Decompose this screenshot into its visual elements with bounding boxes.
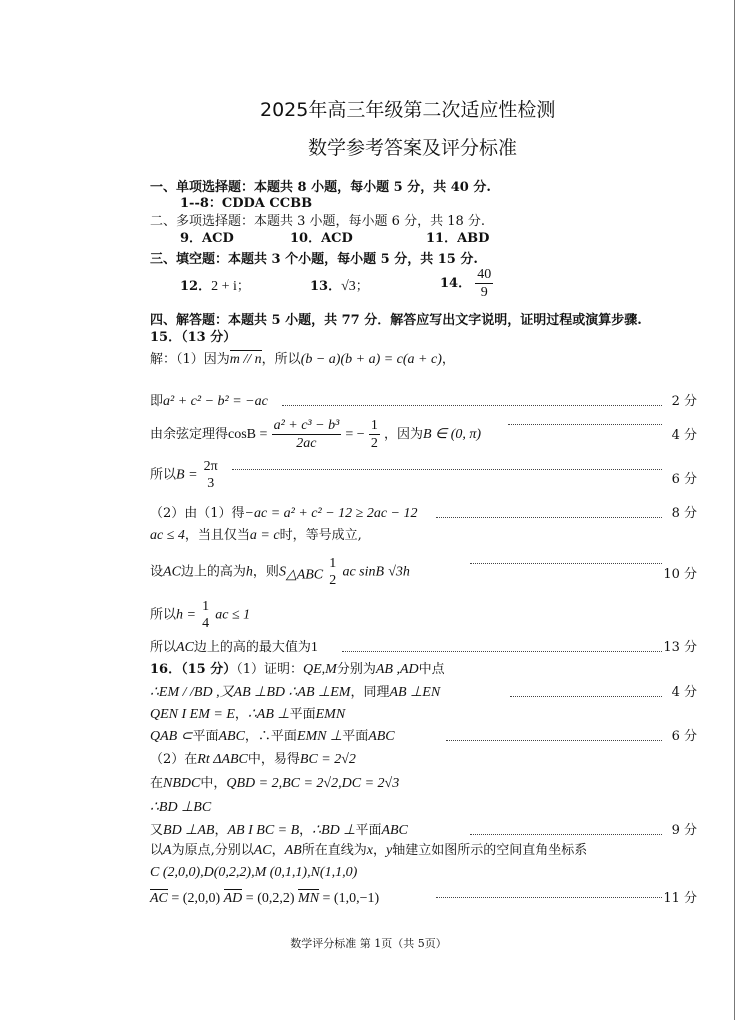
q15-line-7 bbox=[150, 555, 410, 589]
q16-l6-text: 在 bbox=[150, 776, 164, 791]
answer-13-value: √3 bbox=[341, 279, 356, 294]
q16-l8-intersection: AB I BC = B bbox=[227, 823, 300, 838]
q16-l11-mn-value: = (1,0,−1) bbox=[319, 891, 380, 906]
q15-l5-score: 8 分 bbox=[671, 506, 697, 521]
q15-l7-root3h: √3h bbox=[388, 564, 410, 580]
q16-l4-leader bbox=[446, 740, 662, 741]
q15-l3-half bbox=[369, 417, 380, 452]
q15-line-9 bbox=[150, 640, 318, 656]
q16-l4-plane2: ABC bbox=[368, 729, 395, 744]
q15-l8-h: h = bbox=[176, 607, 196, 623]
q15-l3-half-num: 1 bbox=[370, 418, 378, 433]
q15-l8-quarter-num: 1 bbox=[202, 599, 210, 614]
q15-l1-comma: ， bbox=[441, 352, 455, 367]
q16-l6-text2: 中， bbox=[200, 776, 227, 791]
q16-l4-perp: EMN ⊥ bbox=[296, 729, 343, 744]
q15-line-6 bbox=[150, 528, 362, 544]
q15-l9-leader bbox=[342, 651, 662, 652]
q16-l3-text: 平面 bbox=[289, 707, 316, 722]
q16-l5-text2: 中，易得 bbox=[247, 752, 300, 767]
q16-l3-plane: EMN bbox=[315, 707, 346, 722]
q16-l3-perp: ∴AB ⊥ bbox=[247, 707, 290, 722]
q15-l9-value: 1 bbox=[310, 640, 318, 655]
q15-l2-equation: a² + c² − b² = −ac bbox=[163, 394, 268, 409]
q15-l2-text: 即 bbox=[150, 394, 164, 409]
q15-l8-bound: ac ≤ 1 bbox=[215, 607, 251, 623]
answer-13-sep: ； bbox=[355, 279, 369, 294]
section-1-answers: 1--8：CDDA CCBB bbox=[180, 196, 313, 211]
q15-l4-text: 所以 bbox=[150, 467, 177, 483]
q16-l8-score: 9 分 bbox=[671, 823, 697, 838]
answer-12 bbox=[180, 279, 250, 295]
q15-l1-equation: (b − a)(b + a) = c(a + c) bbox=[300, 352, 442, 367]
q16-l4-plane: ABC bbox=[218, 729, 245, 744]
q16-line-3 bbox=[150, 707, 345, 723]
q16-line-1 bbox=[150, 662, 445, 678]
q16-l8-perp2: ∴BD ⊥ bbox=[312, 823, 356, 838]
q16-l2-perp: AB ⊥EN bbox=[389, 685, 441, 700]
q15-l4-leader bbox=[232, 469, 662, 470]
q16-line-10 bbox=[150, 865, 357, 881]
q16-l9-text3: 所在直线为 bbox=[301, 843, 367, 858]
q15-l6-inequality: ac ≤ 4 bbox=[150, 528, 185, 543]
answer-13-label: 13． bbox=[310, 279, 342, 294]
q15-l3-range: B ∈ (0, π) bbox=[423, 427, 482, 442]
q16-l9-a: A bbox=[163, 843, 172, 858]
q16-l9-comma2: ， bbox=[372, 843, 386, 858]
q15-line-3 bbox=[150, 417, 481, 452]
q15-l7-half-num: 1 bbox=[329, 556, 337, 571]
q16-l6-lengths: QBD = 2,BC = 2√2,DC = 2√3 bbox=[226, 776, 400, 791]
q15-l3-leader bbox=[508, 424, 662, 425]
q16-line-6 bbox=[150, 776, 399, 792]
q15-l7-text3: ，则 bbox=[252, 564, 279, 580]
q16-l3-comma: ， bbox=[234, 707, 248, 722]
page-footer: 数学评分标准 第 1页（共 5页） bbox=[290, 937, 447, 950]
q15-l5-leader bbox=[436, 517, 662, 518]
q15-l6-condition: a = c bbox=[249, 528, 280, 543]
q16-l8-perp: BD ⊥AB bbox=[163, 823, 215, 838]
q15-l3-text: 由余弦定理得 bbox=[150, 427, 229, 442]
answer-14-fraction bbox=[475, 266, 493, 301]
q15-l3-cos: cosB = bbox=[228, 427, 268, 442]
q16-l2-text: ，同理 bbox=[350, 685, 390, 700]
answer-14-denominator: 9 bbox=[480, 285, 488, 300]
q16-line-4 bbox=[150, 729, 395, 745]
q15-l6-text2: 时，等号成立, bbox=[279, 528, 362, 543]
q15-l7-ac: AC bbox=[163, 564, 181, 580]
q16-l9-comma: ， bbox=[271, 843, 285, 858]
q16-l9-ac: AC bbox=[253, 843, 272, 858]
q15-l9-text2: 边上的高的最大值为 bbox=[193, 640, 311, 655]
q16-l9-text: 以 bbox=[150, 843, 164, 858]
q15-l3-denominator: 2ac bbox=[296, 436, 317, 451]
q16-l2-score: 4 分 bbox=[671, 685, 697, 700]
q16-l3-intersection: QEN I EM = E bbox=[150, 707, 235, 722]
q16-l11-leader bbox=[436, 897, 662, 898]
section-2-heading: 二、多项选择题：本题共 3 小题，每小题 6 分，共 18 分. bbox=[150, 214, 486, 229]
q15-l3-text2: ，因为 bbox=[383, 427, 423, 442]
answer-14-numerator: 40 bbox=[477, 267, 492, 282]
answer-11: 11．ABD bbox=[426, 231, 490, 246]
q16-label: 16．（15 分） bbox=[150, 662, 237, 677]
q16-l11-score: 11 分 bbox=[663, 891, 697, 906]
q15-l7-s: S bbox=[278, 564, 286, 580]
q16-l11-ad-value: = (0,2,2) bbox=[242, 891, 299, 906]
q16-line-9 bbox=[150, 843, 587, 859]
q16-l4-text3: 平面 bbox=[342, 729, 369, 744]
q15-line-2 bbox=[150, 394, 268, 410]
q15-l3-score: 4 分 bbox=[671, 428, 697, 443]
q16-l4-text2: ，∴平面 bbox=[244, 729, 297, 744]
q16-l8-leader bbox=[470, 834, 662, 835]
answer-10: 10．ACD bbox=[290, 231, 353, 246]
q16-l6-triangle: NBDC bbox=[163, 776, 201, 791]
q15-l7-half-den: 2 bbox=[329, 573, 337, 588]
answer-12-sep: ； bbox=[236, 279, 250, 294]
q15-l9-ac: AC bbox=[176, 640, 194, 655]
q15-l5-text: （2）由（1）得 bbox=[150, 506, 245, 521]
answer-14-label: 14． bbox=[440, 276, 472, 291]
q16-line-5 bbox=[150, 752, 356, 768]
answer-14 bbox=[440, 266, 493, 301]
q16-line-11 bbox=[150, 891, 379, 907]
q15-line-1 bbox=[150, 352, 455, 368]
q16-l9-x: x bbox=[366, 843, 373, 858]
section-3-heading: 三、填空题：本题共 3 个小题，每小题 5 分，共 15 分. bbox=[150, 252, 478, 267]
q15-l3-numerator: a² + c³ − b³ bbox=[273, 418, 340, 433]
q15-l8-text: 所以 bbox=[150, 607, 177, 623]
q15-l7-text2: 边上的高为 bbox=[180, 564, 246, 580]
q16-l1-points: QE,M bbox=[303, 662, 337, 677]
q16-l5-triangle: Rt ΔABC bbox=[197, 752, 248, 767]
q15-l3-fraction bbox=[272, 417, 342, 452]
answer-12-label: 12． bbox=[180, 279, 212, 294]
q16-l2-leader bbox=[510, 696, 662, 697]
q15-l1-vectors: m // n bbox=[229, 352, 262, 367]
q15-l2-score: 2 分 bbox=[671, 394, 697, 409]
q16-l8-plane: ABC bbox=[381, 823, 408, 838]
q15-l1-text2: ，所以 bbox=[261, 352, 301, 367]
q15-l7-score: 10 分 bbox=[663, 567, 697, 582]
answer-13 bbox=[310, 279, 369, 295]
q15-l7-h: h bbox=[245, 564, 253, 580]
q15-l8-quarter bbox=[200, 598, 211, 632]
q16-l8-text2: 平面 bbox=[355, 823, 382, 838]
q16-l1-segments: AB ,AD bbox=[375, 662, 419, 677]
q16-l9-ab: AB bbox=[284, 843, 302, 858]
q15-l9-score: 13 分 bbox=[663, 640, 697, 655]
q16-l11-ac-value: = (2,0,0) bbox=[167, 891, 224, 906]
q16-line-2 bbox=[150, 685, 440, 701]
q15-l7-sinb: ac sinB bbox=[342, 564, 385, 580]
q16-l2-reasoning: ∴EM / /BD ,又AB ⊥BD ∴AB ⊥EM bbox=[150, 685, 351, 700]
q15-l4-fraction bbox=[202, 458, 220, 492]
page-subtitle: 数学参考答案及评分标准 bbox=[308, 137, 518, 159]
page-title: 2025年高三年级第二次适应性检测 bbox=[260, 99, 556, 121]
q16-l4-text: 平面 bbox=[192, 729, 219, 744]
q15-l6-text: ，当且仅当 bbox=[184, 528, 250, 543]
q15-l5-inequality: −ac = a² + c² − 12 ≥ 2ac − 12 bbox=[244, 506, 418, 521]
q16-l1-text2: 分别为 bbox=[336, 662, 376, 677]
q15-l4-b: B = bbox=[176, 467, 198, 483]
q16-l7-perp: ∴BD ⊥BC bbox=[150, 800, 212, 815]
q15-l1-text: 解：（1）因为 bbox=[150, 352, 230, 367]
q15-l8-quarter-den: 4 bbox=[202, 616, 210, 631]
section-1-heading: 一、单项选择题：本题共 8 小题，每小题 5 分，共 40 分. bbox=[150, 180, 491, 195]
q16-l1-text: （1）证明： bbox=[236, 662, 303, 677]
q15-l7-half bbox=[327, 555, 338, 589]
q16-l10-coordinates: C (2,0,0),D(0,2,2),M (0,1,1),N(1,1,0) bbox=[150, 865, 358, 880]
q16-l8-text: 又 bbox=[150, 823, 164, 838]
page-edge-line bbox=[734, 0, 735, 1020]
q16-l5-bc: BC = 2√2 bbox=[299, 752, 356, 767]
q16-l11-vec-ac: AC bbox=[150, 891, 168, 906]
answer-9: 9．ACD bbox=[180, 231, 234, 246]
q16-l4-score: 6 分 bbox=[671, 729, 697, 744]
q15-line-8 bbox=[150, 598, 250, 632]
q15-line-5 bbox=[150, 506, 418, 522]
q16-l8-comma2: ， bbox=[299, 823, 313, 838]
q15-l4-denominator: 3 bbox=[207, 476, 215, 491]
q16-l11-vec-mn: MN bbox=[298, 891, 320, 906]
q16-l9-text4: 轴建立如图所示的空间直角坐标系 bbox=[392, 843, 588, 858]
q15-l4-numerator: 2π bbox=[203, 459, 218, 474]
q15-l4-score: 6 分 bbox=[671, 472, 697, 487]
q15-l2-leader bbox=[282, 405, 662, 406]
q16-line-7 bbox=[150, 800, 211, 816]
q16-l1-text3: 中点 bbox=[418, 662, 445, 677]
q15-label: 15．（13 分） bbox=[150, 330, 237, 345]
q16-l11-vec-ad: AD bbox=[223, 891, 243, 906]
q16-l5-text: （2）在 bbox=[150, 752, 198, 767]
q15-l7-s-sub: △ABC bbox=[285, 567, 324, 583]
q15-line-4 bbox=[150, 458, 220, 492]
section-4-heading: 四、解答题：本题共 5 小题，共 77 分．解答应写出文字说明，证明过程或演算步骤. bbox=[150, 313, 642, 328]
q16-l9-y: y bbox=[385, 843, 393, 858]
q15-l3-equals: = − bbox=[345, 427, 365, 442]
q15-l7-text: 设 bbox=[150, 564, 164, 580]
q15-l3-half-den: 2 bbox=[370, 436, 378, 451]
q16-l9-text2: 为原点,分别以 bbox=[171, 843, 254, 858]
answer-12-value: 2 + i bbox=[211, 279, 237, 294]
q16-l8-comma: ， bbox=[214, 823, 228, 838]
q15-l9-text: 所以 bbox=[150, 640, 177, 655]
q15-l7-leader bbox=[470, 563, 662, 564]
q16-line-8 bbox=[150, 823, 408, 839]
q16-l4-subset: QAB ⊂ bbox=[150, 729, 193, 744]
